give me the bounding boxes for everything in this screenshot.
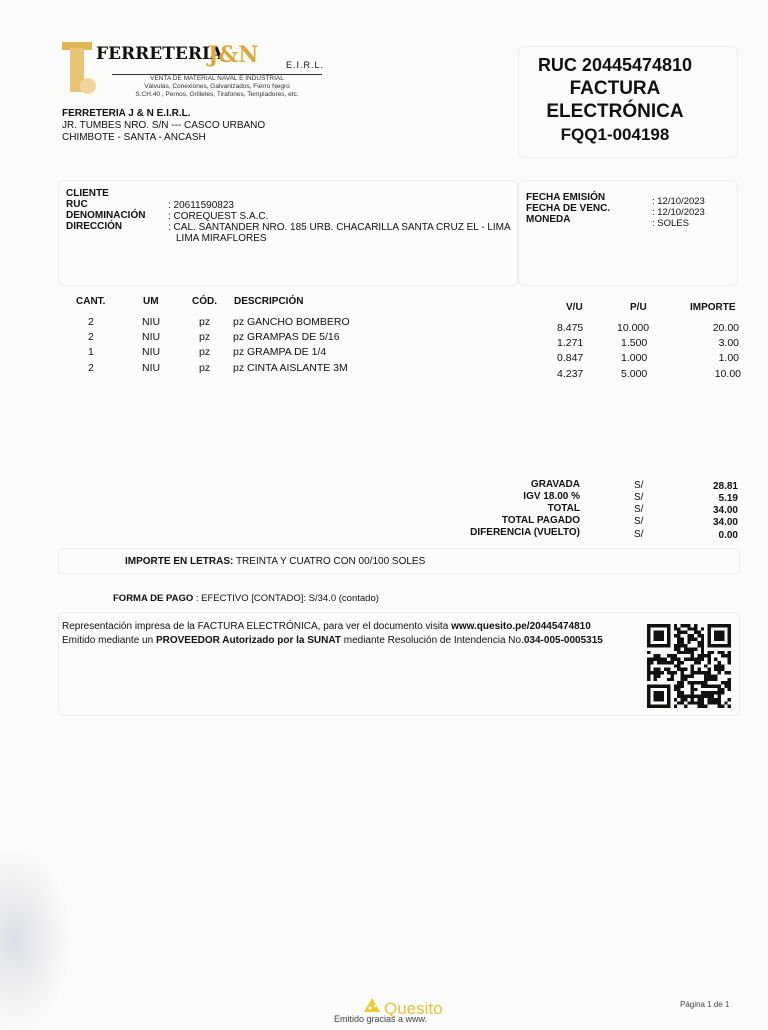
total-label-igv: IGV 18.00 % (523, 491, 580, 502)
cell-cant: 1 (88, 346, 94, 358)
total-label-pagado: TOTAL PAGADO (501, 515, 580, 526)
total-currency: S/ (634, 516, 644, 527)
company-city: CHIMBOTE - SANTA - ANCASH (62, 132, 206, 143)
cell-cant: 2 (88, 362, 94, 374)
page-number: Página 1 de 1 (680, 1000, 730, 1009)
cell-pu: 1.500 (621, 337, 648, 349)
invoice-number: FQQ1-004198 (560, 125, 670, 144)
cell-importe: 20.00 (712, 322, 739, 334)
date-emision: : 12/10/2023 (652, 196, 705, 207)
col-pu: P/U (630, 302, 647, 313)
cell-vu: 0.847 (557, 352, 584, 364)
letras-value: TREINTA Y CUATRO CON 00/100 SOLES (235, 556, 426, 567)
cell-um: NIU (142, 331, 161, 343)
table-row (0, 362, 768, 380)
client-ruc: : 20611590823 (168, 200, 234, 211)
client-label-ruc: RUC (66, 199, 88, 210)
total-currency: S/ (634, 492, 644, 503)
col-descripcion: DESCRIPCIÓN (234, 296, 304, 307)
pago-value: : EFECTIVO [CONTADO]: S/34.0 (contado) (195, 593, 379, 604)
cell-pu: 10.000 (617, 322, 650, 334)
cell-cant: 2 (88, 331, 94, 343)
legal-url: www.quesito.pe/20445474810 (451, 621, 591, 632)
col-um: UM (143, 296, 159, 307)
col-cod: CÓD. (192, 296, 217, 307)
scan-smudge (0, 850, 70, 1030)
table-row (0, 346, 768, 364)
total-value-vuelto: 0.00 (718, 530, 738, 541)
cell-desc: pz GRAMPAS DE 5/16 (233, 331, 340, 343)
legal-line1: Representación impresa de la FACTURA ELECTRÓNICA, para ver el documento visita (62, 621, 452, 632)
letras-label: IMPORTE EN LETRAS: (125, 556, 234, 567)
date-label-vencimiento: FECHA DE VENC. (526, 203, 611, 214)
logo-tagline-2: Válvulas, Conexiones, Galvanizados, Fierro Negro (144, 83, 290, 90)
client-denominacion: : COREQUEST S.A.C. (168, 211, 269, 222)
cell-cod: pz (199, 346, 211, 358)
cell-um: NIU (142, 362, 161, 374)
cell-importe: 3.00 (718, 337, 739, 349)
cell-um: NIU (142, 316, 161, 328)
total-currency: S/ (634, 480, 644, 491)
total-label-total: TOTAL (547, 503, 580, 514)
logo-tagline-3: S.CH.40 , Pernos, Grilletes, Tirafones, Templadores, etc. (135, 91, 299, 98)
cell-importe: 1.00 (718, 352, 739, 364)
logo-tagline-1: VENTA DE MATERIAL NAVAL E INDUSTRIAL (112, 74, 322, 83)
client-direccion-2: LIMA MIRAFLORES (176, 233, 267, 244)
importe-letras (125, 556, 425, 567)
cell-vu: 4.237 (557, 368, 584, 380)
logo-tagline (112, 74, 322, 99)
date-values (652, 196, 705, 229)
total-currency: S/ (634, 529, 644, 540)
cell-desc: pz GRAMPA DE 1/4 (233, 346, 327, 358)
date-vencimiento: : 12/10/2023 (652, 207, 705, 218)
total-label-gravada: GRAVADA (530, 479, 580, 490)
company-address: JR. TUMBES NRO. S/N --- CASCO URBANO (62, 120, 266, 131)
client-labels (66, 188, 145, 232)
logo-eirl: E.I.R.L. (286, 60, 325, 70)
client-label-cliente: CLIENTE (66, 188, 109, 199)
date-label-moneda: MONEDA (526, 214, 571, 225)
pago-label: FORMA DE PAGO (113, 593, 194, 604)
legal-line2: Emitido mediante un (62, 635, 156, 646)
legal-line2-mid: mediante Resolución de Intendencia No. (340, 635, 524, 646)
total-value-total: 34.00 (712, 505, 738, 516)
cell-cod: pz (199, 362, 211, 374)
logo-bolt-icon (62, 42, 98, 98)
cell-cod: pz (199, 331, 211, 343)
invoice-type-1: FACTURA (569, 78, 661, 99)
logo-jn: J&N (208, 42, 259, 68)
invoice-type-2: ELECTRÓNICA (546, 101, 684, 122)
company-name: FERRETERIA J & N E.I.R.L. (62, 108, 191, 119)
legal-text (62, 620, 637, 648)
qr-code-icon (645, 624, 733, 708)
cell-pu: 1.000 (621, 352, 648, 364)
cell-cod: pz (199, 316, 211, 328)
moneda: : SOLES (652, 218, 689, 229)
invoice-header (520, 54, 710, 146)
cell-desc: pz GANCHO BOMBERO (233, 316, 350, 328)
date-label-emision: FECHA EMISIÓN (526, 192, 606, 203)
footer-brand: Quesito (384, 999, 443, 1018)
total-label-vuelto: DIFERENCIA (VUELTO) (470, 527, 580, 538)
invoice-ruc: RUC 20445474810 (537, 55, 693, 75)
legal-resolution: 034-005-0005315 (523, 635, 603, 646)
col-vu: V/U (566, 302, 583, 313)
total-value-pagado: 34.00 (712, 517, 738, 528)
col-importe: IMPORTE (690, 302, 736, 313)
client-direccion: : CAL. SANTANDER NRO. 185 URB. CHACARILLA SANTA CRUZ EL - LIMA (168, 222, 511, 233)
total-value-igv: 5.19 (718, 493, 738, 504)
table-row (0, 316, 768, 334)
date-labels (526, 192, 610, 225)
logo-name: FERRETERIA (96, 44, 224, 64)
forma-pago (113, 593, 379, 604)
client-values (168, 200, 513, 244)
col-cant: CANT. (76, 296, 106, 307)
client-label-direccion: DIRECCIÓN (66, 221, 123, 232)
cell-vu: 8.475 (557, 322, 584, 334)
cell-importe: 10.00 (714, 368, 741, 380)
cell-desc: pz CINTA AISLANTE 3M (233, 362, 348, 374)
company-info (62, 108, 265, 144)
cell-um: NIU (142, 346, 161, 358)
total-value-gravada: 28.81 (712, 481, 738, 492)
footer-text: Emitido gracias a www. (334, 1014, 428, 1024)
table-row (0, 331, 768, 349)
cell-pu: 5.000 (621, 368, 648, 380)
total-currency: S/ (634, 504, 644, 515)
cell-cant: 2 (88, 316, 94, 328)
legal-provider: PROVEEDOR Autorizado por la SUNAT (155, 635, 341, 646)
client-label-denominacion: DENOMINACIÓN (66, 210, 146, 221)
cell-vu: 1.271 (557, 337, 584, 349)
